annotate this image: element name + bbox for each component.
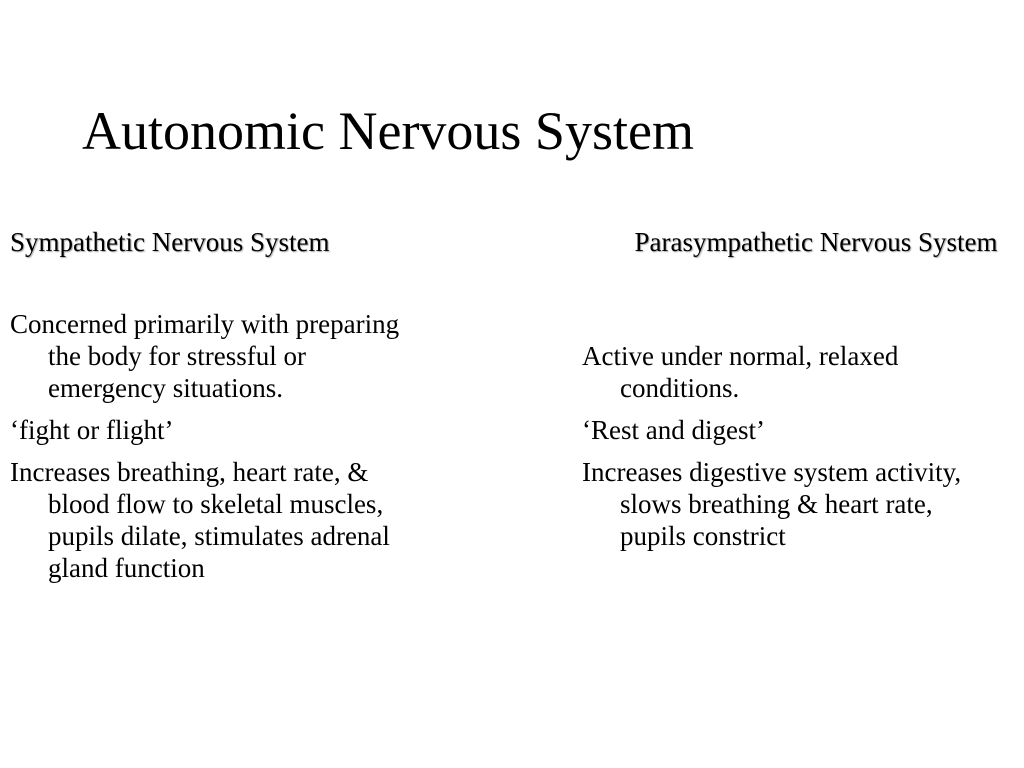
sympathetic-heading: Sympathetic Nervous System (10, 227, 330, 257)
sympathetic-point-purpose: Concerned primarily with preparing the body for stressful or emergency situations. (10, 309, 400, 403)
sympathetic-point-effects: Increases breathing, heart rate, & blood flow to skeletal muscles, pupils dilate, stimulates adrenal gland function (10, 457, 390, 583)
slide-title: Autonomic Nervous System (82, 101, 694, 161)
parasympathetic-heading: Parasympathetic Nervous System (634, 227, 998, 257)
parasympathetic-point-effects: Increases digestive system activity, slows breathing & heart rate, pupils constrict (582, 457, 962, 551)
sympathetic-point-motto: ‘fight or flight’ (10, 415, 174, 445)
sympathetic-points (10, 308, 410, 594)
parasympathetic-points (582, 340, 1002, 562)
parasympathetic-point-motto: ‘Rest and digest’ (582, 415, 765, 445)
parasympathetic-point-purpose: Active under normal, relaxed conditions. (582, 341, 899, 403)
